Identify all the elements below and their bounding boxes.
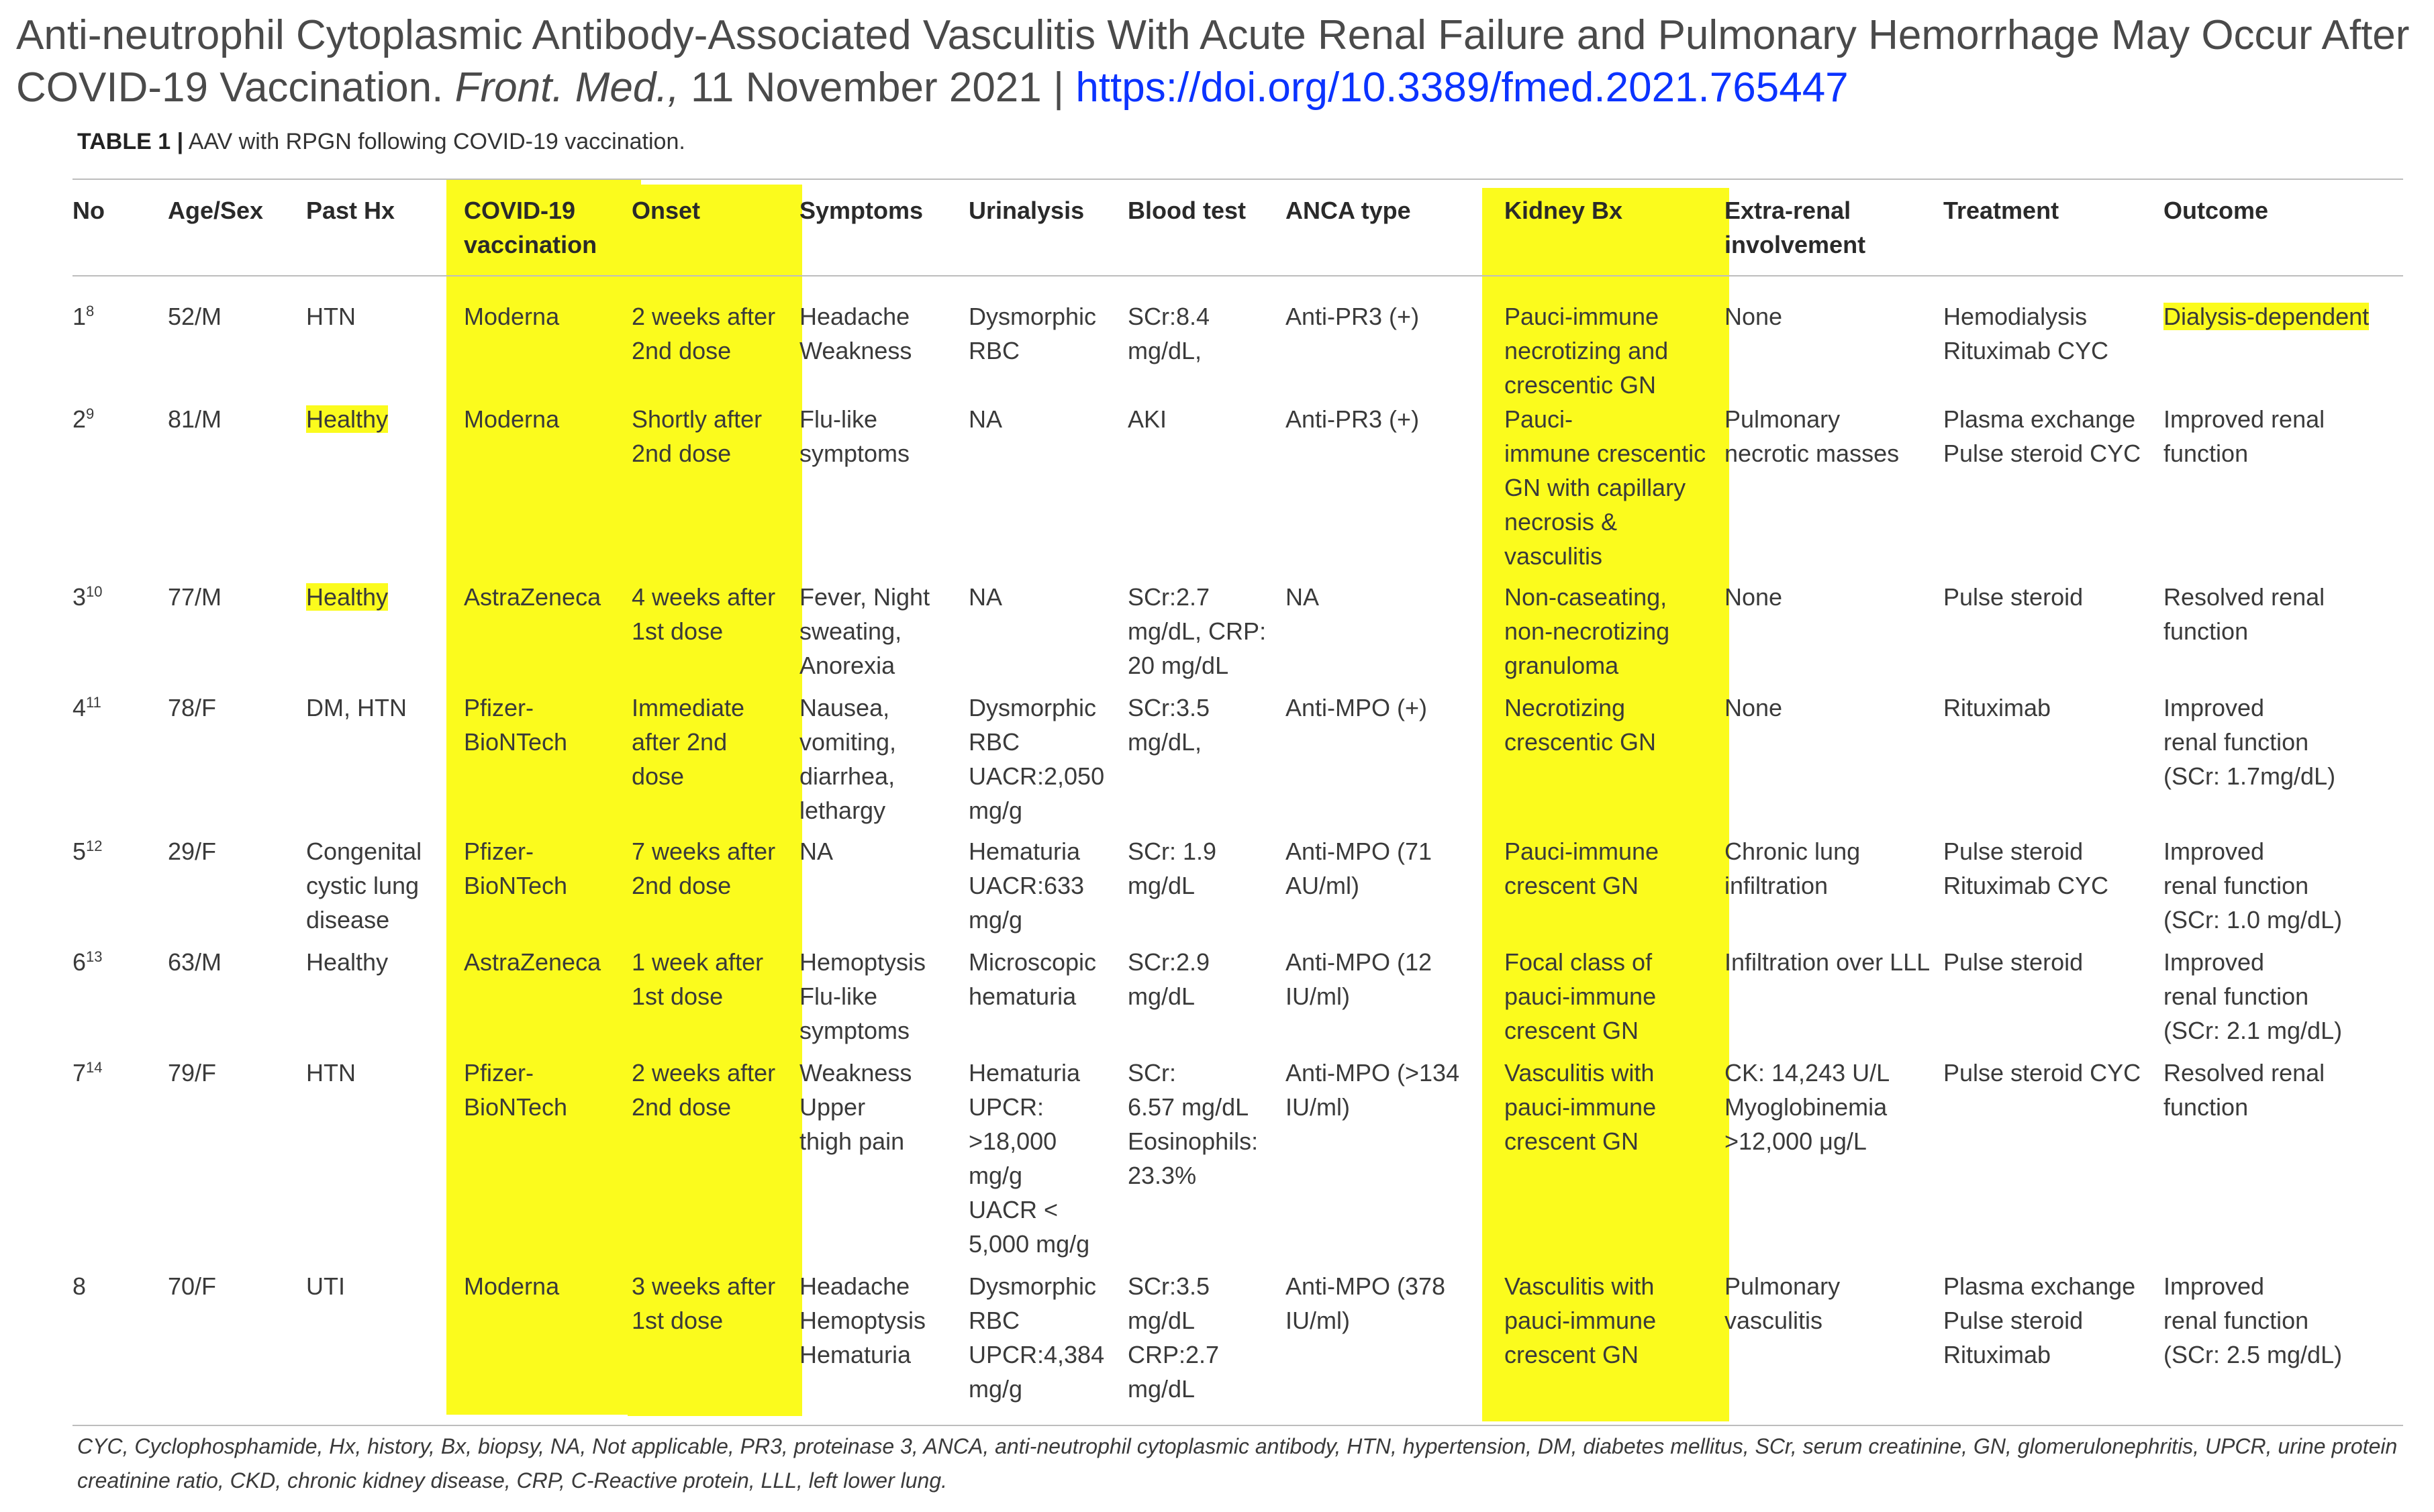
cell-onset: 1 week after 1st dose xyxy=(632,948,764,1010)
table-footnote: CYC, Cyclophosphamide, Hx, history, Bx, biopsy, NA, Not applicable, PR3, proteinase 3, ANCA, anti-neutrophil cytoplasmic antibody, HTN, hypertension, DM, diabetes mellitus, SCr, serum creatinine, GN, glomerulonephritis, UPCR, urine protein creatinine ratio, CKD, chronic kidney disease, CRP, C-Reactive protein, LLL, left lower lung. xyxy=(77,1434,2398,1493)
cell-outcome: Improved renal function (SCr: 1.0 mg/dL) xyxy=(2163,838,2343,934)
cell-outcome xyxy=(2163,276,2403,402)
cell-age-sex: 81/M xyxy=(168,405,222,433)
cell-no: $3^{10}$ xyxy=(72,583,103,611)
cell-age-sex: 79/F xyxy=(168,1059,217,1087)
cell-extra-renal: Chronic lung infiltration xyxy=(1724,838,1861,899)
cell-outcome: Resolved renal function xyxy=(2163,1059,2325,1121)
cell-vaccine: AstraZeneca xyxy=(464,583,601,611)
header-covid-vaccination: COVID-19 vaccination xyxy=(464,197,597,258)
cell-vaccine: Moderna xyxy=(464,405,560,433)
cell-treatment: Pulse steroid xyxy=(1943,948,2084,976)
article-title xyxy=(16,9,2419,114)
cell-age-sex: 70/F xyxy=(168,1272,217,1300)
cell-symptoms: Flu-like symptoms xyxy=(799,405,910,467)
cell-urinalysis: NA xyxy=(969,405,1003,433)
cell-onset: 4 weeks after 1st dose xyxy=(632,583,776,645)
table-row xyxy=(72,580,2403,691)
journal-name: Front. Med., xyxy=(454,64,679,111)
cell-blood-test: AKI xyxy=(1128,405,1167,433)
table-caption-text: AAV with RPGN following COVID-19 vaccination. xyxy=(188,129,685,154)
table-row xyxy=(72,1056,2403,1269)
cell-kidney-bx: Pauci-immune necrotizing and crescentic GN xyxy=(1504,303,1669,399)
cell-past-hx: UTI xyxy=(306,1272,345,1300)
table-header-row xyxy=(72,179,2403,276)
header-treatment: Treatment xyxy=(1943,197,2059,224)
table-row xyxy=(72,834,2403,945)
highlighted-outcome: Dialysis-dependent xyxy=(2163,303,2370,330)
cell-kidney-bx: Pauci-immune crescent GN xyxy=(1504,838,1659,899)
cell-vaccine: Pfizer- BioNTech xyxy=(464,1059,568,1121)
cell-symptoms: Headache Hemoptysis Hematuria xyxy=(799,1272,926,1368)
cell-urinalysis: Dysmorphic RBC UPCR:4,384 mg/g xyxy=(969,1272,1105,1403)
cell-blood-test: SCr:3.5 mg/dL, xyxy=(1128,694,1210,756)
header-no: No xyxy=(72,197,105,224)
cell-kidney-bx: Focal class of pauci-immune crescent GN xyxy=(1504,948,1657,1044)
cell-blood-test: SCr:3.5 mg/dL CRP:2.7 mg/dL xyxy=(1128,1272,1220,1403)
cell-symptoms: Fever, Night sweating, Anorexia xyxy=(799,583,930,679)
cell-urinalysis: Microscopic hematuria xyxy=(969,948,1097,1010)
cell-past-hx: HTN xyxy=(306,303,356,330)
header-extra-renal: Extra-renal involvement xyxy=(1724,197,1866,258)
cell-blood-test: SCr:2.7 mg/dL, CRP: 20 mg/dL xyxy=(1128,583,1267,679)
cell-urinalysis: Hematuria UPCR: >18,000 mg/g UACR < 5,000 mg/g xyxy=(969,1059,1090,1258)
cell-extra-renal: None xyxy=(1724,694,1783,721)
cell-anca-type: Anti-MPO (>134 IU/ml) xyxy=(1285,1059,1460,1121)
header-outcome: Outcome xyxy=(2163,197,2269,224)
cell-vaccine: Moderna xyxy=(464,303,560,330)
cell-kidney-bx: Necrotizing crescentic GN xyxy=(1504,694,1657,756)
cell-anca-type: Anti-MPO (+) xyxy=(1285,694,1428,721)
cell-vaccine: Pfizer- BioNTech xyxy=(464,838,568,899)
publication-date: 11 November 2021 | xyxy=(679,64,1076,111)
cell-age-sex: 77/M xyxy=(168,583,222,611)
header-blood-test: Blood test xyxy=(1128,197,1246,224)
cell-anca-type: Anti-MPO (71 AU/ml) xyxy=(1285,838,1432,899)
header-urinalysis: Urinalysis xyxy=(969,197,1085,224)
cell-anca-type: Anti-PR3 (+) xyxy=(1285,405,1420,433)
cell-onset: 3 weeks after 1st dose xyxy=(632,1272,776,1334)
cell-onset: 2 weeks after 2nd dose xyxy=(632,303,776,364)
header-past-hx: Past Hx xyxy=(306,197,395,224)
cell-treatment: Rituximab xyxy=(1943,694,2051,721)
title-text: Anti-neutrophil Cytoplasmic Antibody-Associated Vasculitis With Acute Renal Failure and Pulmonary Hemorrhage May Occur After COVID-19 Vaccination. xyxy=(16,12,2410,111)
table-row xyxy=(72,402,2403,580)
cell-treatment: Pulse steroid Rituximab CYC xyxy=(1943,838,2109,899)
cell-kidney-bx: Vasculitis with pauci-immune crescent GN xyxy=(1504,1059,1657,1155)
header-anca-type: ANCA type xyxy=(1285,197,1411,224)
cell-symptoms: Headache Weakness xyxy=(799,303,912,364)
highlighted-past-hx: Healthy xyxy=(306,583,389,611)
table-row xyxy=(72,945,2403,1056)
doi-link[interactable]: https://doi.org/10.3389/fmed.2021.765447 xyxy=(1075,64,1849,111)
cell-onset: Shortly after 2nd dose xyxy=(632,405,763,467)
cell-treatment: Plasma exchange Pulse steroid Rituximab xyxy=(1943,1272,2136,1368)
cell-outcome: Improved renal function xyxy=(2163,405,2325,467)
cell-outcome: Improved renal function (SCr: 2.5 mg/dL) xyxy=(2163,1272,2343,1368)
cell-extra-renal: Pulmonary necrotic masses xyxy=(1724,405,1900,467)
cell-age-sex: 52/M xyxy=(168,303,222,330)
cell-symptoms: Hemoptysis Flu-like symptoms xyxy=(799,948,926,1044)
table-row xyxy=(72,1269,2403,1425)
cell-extra-renal: Infiltration over LLL xyxy=(1724,948,1931,976)
cell-anca-type: Anti-PR3 (+) xyxy=(1285,303,1420,330)
cell-no: $7^{14}$ xyxy=(72,1059,103,1087)
cell-blood-test: SCr:2.9 mg/dL xyxy=(1128,948,1210,1010)
header-age-sex: Age/Sex xyxy=(168,197,264,224)
header-kidney-bx: Kidney Bx xyxy=(1504,197,1623,224)
cell-kidney-bx: Vasculitis with pauci-immune crescent GN xyxy=(1504,1272,1657,1368)
cell-anca-type: Anti-MPO (378 IU/ml) xyxy=(1285,1272,1446,1334)
cell-urinalysis: Dysmorphic RBC xyxy=(969,303,1097,364)
cell-past-hx: Congenital cystic lung disease xyxy=(306,838,422,934)
cell-no: $2^9$ xyxy=(72,405,95,433)
cell-onset: 2 weeks after 2nd dose xyxy=(632,1059,776,1121)
cell-anca-type: Anti-MPO (12 IU/ml) xyxy=(1285,948,1432,1010)
cell-no: $1^8$ xyxy=(72,303,95,330)
cell-extra-renal: None xyxy=(1724,583,1783,611)
cell-treatment: Pulse steroid CYC xyxy=(1943,1059,2141,1087)
cell-symptoms: Weakness Upper thigh pain xyxy=(799,1059,912,1155)
table-row xyxy=(72,276,2403,402)
cell-past-hx xyxy=(306,580,464,691)
cell-past-hx xyxy=(306,402,464,580)
cell-no: $4^{11}$ xyxy=(72,694,101,721)
cell-treatment: Plasma exchange Pulse steroid CYC xyxy=(1943,405,2141,467)
cell-kidney-bx: Pauci- immune crescentic GN with capillary necrosis & vasculitis xyxy=(1504,405,1706,570)
header-onset: Onset xyxy=(632,197,701,224)
cell-extra-renal: None xyxy=(1724,303,1783,330)
cases-table xyxy=(72,179,2403,1426)
cell-age-sex: 78/F xyxy=(168,694,217,721)
cell-age-sex: 63/M xyxy=(168,948,222,976)
cell-urinalysis: Dysmorphic RBC UACR:2,050 mg/g xyxy=(969,694,1105,824)
cell-extra-renal: Pulmonary vasculitis xyxy=(1724,1272,1841,1334)
cell-anca-type: NA xyxy=(1285,583,1320,611)
cell-outcome: Improved renal function (SCr: 1.7mg/dL) xyxy=(2163,694,2336,790)
cell-vaccine: Moderna xyxy=(464,1272,560,1300)
cell-no: $5^{12}$ xyxy=(72,838,103,865)
cell-kidney-bx: Non-caseating, non-necrotizing granuloma xyxy=(1504,583,1670,679)
cell-no: $6^{13}$ xyxy=(72,948,103,976)
cell-blood-test: SCr: 1.9 mg/dL xyxy=(1128,838,1217,899)
cell-urinalysis: NA xyxy=(969,583,1003,611)
cell-past-hx: DM, HTN xyxy=(306,694,407,721)
cell-past-hx: Healthy xyxy=(306,948,389,976)
cell-vaccine: AstraZeneca xyxy=(464,948,601,976)
table-row xyxy=(72,691,2403,834)
table-caption xyxy=(77,129,685,155)
cell-urinalysis: Hematuria UACR:633 mg/g xyxy=(969,838,1085,934)
cell-onset: Immediate after 2nd dose xyxy=(632,694,745,790)
cell-outcome: Resolved renal function xyxy=(2163,583,2325,645)
cell-past-hx: HTN xyxy=(306,1059,356,1087)
header-symptoms: Symptoms xyxy=(799,197,924,224)
cell-vaccine: Pfizer- BioNTech xyxy=(464,694,568,756)
cell-outcome: Improved renal function (SCr: 2.1 mg/dL) xyxy=(2163,948,2343,1044)
cell-blood-test: SCr: 6.57 mg/dL Eosinophils: 23.3% xyxy=(1128,1059,1259,1189)
cell-no: 8 xyxy=(72,1272,87,1300)
cell-treatment: Hemodialysis Rituximab CYC xyxy=(1943,303,2109,364)
cell-age-sex: 29/F xyxy=(168,838,217,865)
cell-onset: 7 weeks after 2nd dose xyxy=(632,838,776,899)
cell-treatment: Pulse steroid xyxy=(1943,583,2084,611)
cell-symptoms: NA xyxy=(799,838,834,865)
cell-blood-test: SCr:8.4 mg/dL, xyxy=(1128,303,1210,364)
cell-symptoms: Nausea, vomiting, diarrhea, lethargy xyxy=(799,694,897,824)
highlighted-past-hx: Healthy xyxy=(306,405,389,433)
cell-extra-renal: CK: 14,243 U/L Myoglobinemia >12,000 μg/L xyxy=(1724,1059,1890,1155)
table-label: TABLE 1 | xyxy=(77,129,184,154)
